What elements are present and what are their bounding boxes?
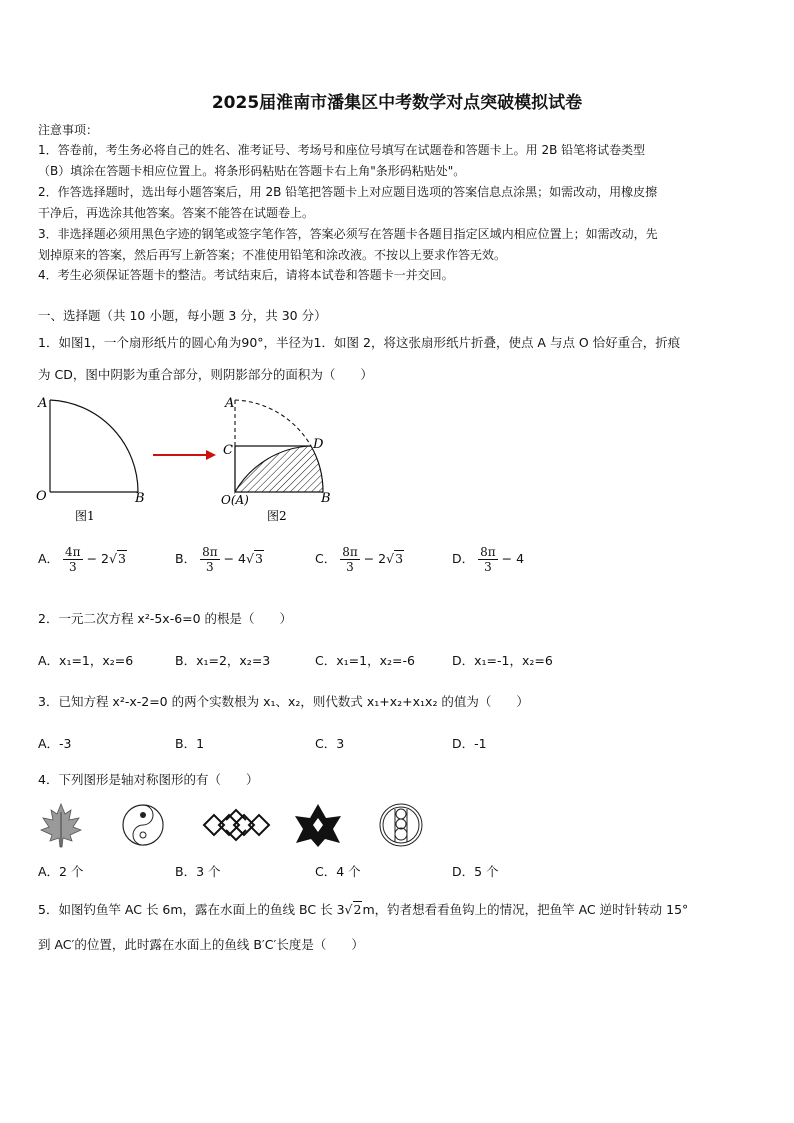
yin-yang-icon bbox=[123, 805, 163, 845]
q1-figure-2 bbox=[215, 390, 345, 525]
q1-option-c-rest: − 2 bbox=[363, 551, 387, 566]
notice-heading: 注意事项： bbox=[38, 123, 99, 137]
q4-figures bbox=[36, 800, 426, 850]
q2-stem: 2．一元二次方程 x²-5x-6=0 的根是（ ） bbox=[38, 611, 293, 626]
q1-option-c-label: C． bbox=[315, 551, 337, 566]
q2-option-c[interactable]: C．x₁=1，x₂=-6 bbox=[315, 653, 415, 668]
fig2-label-d: D bbox=[313, 437, 324, 452]
q3-option-d[interactable]: D．-1 bbox=[452, 736, 487, 751]
fig2-label-oa: O(A) bbox=[221, 493, 249, 507]
notice-line-4: 干净后，再选涂其他答案。答案不能答在试题卷上。 bbox=[38, 206, 315, 220]
notice-line-6: 划掉原来的答案，然后再写上新答案；不准使用铅笔和涂改液。不按以上要求作答无效。 bbox=[38, 248, 507, 262]
q1-option-b[interactable] bbox=[175, 545, 264, 574]
section-heading: 一、选择题（共 10 小题，每小题 3 分，共 30 分） bbox=[38, 308, 327, 323]
q1-option-d-label: D． bbox=[452, 551, 475, 566]
q4-stem: 4．下列图形是轴对称图形的有（ ） bbox=[38, 772, 259, 787]
q5-stem-line-2: 到 AC′的位置，此时露在水面上的鱼线 B′C′长度是（ ） bbox=[38, 937, 364, 952]
q1-option-a[interactable] bbox=[38, 545, 127, 574]
notice-line-3: 2．作答选择题时，选出每小题答案后，用 2B 铅笔把答题卡上对应题目选项的答案信息点涂黑；如需改动，用橡皮擦 bbox=[38, 185, 658, 199]
q5-stem-part-2: m，钓者想看看鱼钩上的情况，把鱼竿 AC 逆时针转动 15° bbox=[362, 902, 689, 917]
sqrt: √3 bbox=[386, 551, 404, 566]
fraction: $\frac{8\pi}{3}$ bbox=[202, 545, 218, 574]
fig2-label-c: C bbox=[223, 443, 233, 458]
fig2-caption: 图2 bbox=[267, 509, 287, 523]
q2-option-b[interactable]: B．x₁=2，x₂=3 bbox=[175, 653, 271, 668]
fold-arrow-icon bbox=[150, 445, 220, 465]
q1-option-d[interactable] bbox=[452, 545, 524, 574]
sqrt: √2 bbox=[344, 902, 362, 917]
notice-line-5: 3．非选择题必须用黑色字迹的钢笔或签字笔作答，答案必须写在答题卡各题目指定区域内相应位置上；如需改动，先 bbox=[38, 227, 658, 241]
q1-option-d-rest: − 4 bbox=[501, 551, 525, 566]
q3-option-c[interactable]: C．3 bbox=[315, 736, 345, 751]
fig1-label-b: B bbox=[135, 491, 145, 506]
q4-option-d[interactable]: D．5 个 bbox=[452, 864, 499, 879]
fig1-label-o: O bbox=[36, 489, 47, 504]
fraction: $\frac{4\pi}{3}$ bbox=[65, 545, 81, 574]
q1-figure-1 bbox=[30, 390, 160, 525]
page-title: 2025届淮南市潘集区中考数学对点突破模拟试卷 bbox=[211, 93, 583, 113]
fraction: $\frac{8\pi}{3}$ bbox=[342, 545, 358, 574]
q4-option-c[interactable]: C．4 个 bbox=[315, 864, 361, 879]
q5-stem-part-1: 5．如图钓鱼竿 AC 长 6m，露在水面上的鱼线 BC 长 3 bbox=[38, 902, 345, 917]
fig2-label-a: A bbox=[225, 396, 235, 411]
notice-line-7: 4．考生必须保证答题卡的整洁。考试结束后，请将本试卷和答题卡一并交回。 bbox=[38, 268, 454, 282]
sqrt: √3 bbox=[108, 551, 126, 566]
fig2-label-b: B bbox=[321, 491, 331, 506]
q1-option-b-rest: − 4 bbox=[223, 551, 246, 566]
q2-option-a[interactable]: A．x₁=1，x₂=6 bbox=[38, 653, 134, 668]
q5-stem-line-1 bbox=[38, 900, 688, 918]
nested-circles-icon bbox=[380, 804, 422, 846]
q4-option-a[interactable]: A．2 个 bbox=[38, 864, 84, 879]
q1-option-c[interactable] bbox=[315, 545, 404, 574]
notice-line-2: （B）填涂在答题卡相应位置上。将条形码粘贴在答题卡右上角"条形码粘贴处"。 bbox=[38, 164, 466, 178]
q1-option-b-label: B． bbox=[175, 551, 197, 566]
star-flower-icon bbox=[295, 804, 341, 847]
knot-pattern-icon bbox=[204, 810, 269, 840]
fig1-caption: 图1 bbox=[75, 509, 95, 523]
q1-stem-line-1: 1．如图1，一个扇形纸片的圆心角为90°，半径为1．如图 2，将这张扇形纸片折叠，使点 A 与点 O 恰好重合，折痕 bbox=[38, 335, 681, 350]
fig1-label-a: A bbox=[38, 396, 48, 411]
q1-option-a-rest: − 2 bbox=[86, 551, 109, 566]
fraction: $\frac{8\pi}{3}$ bbox=[480, 545, 496, 574]
sqrt: √3 bbox=[245, 551, 263, 566]
q3-stem: 3．已知方程 x²-x-2=0 的两个实数根为 x₁、x₂，则代数式 x₁+x₂+x₁x₂ 的值为（ ） bbox=[38, 694, 529, 709]
q4-option-b[interactable]: B．3 个 bbox=[175, 864, 221, 879]
q2-option-d[interactable]: D．x₁=-1，x₂=6 bbox=[452, 653, 553, 668]
maple-leaf-icon bbox=[41, 804, 81, 847]
q1-stem-line-2: 为 CD，图中阴影为重合部分，则阴影部分的面积为（ ） bbox=[38, 367, 373, 382]
q3-option-a[interactable]: A．-3 bbox=[38, 736, 72, 751]
q3-option-b[interactable]: B．1 bbox=[175, 736, 205, 751]
q1-option-a-label: A． bbox=[38, 551, 60, 566]
notice-line-1: 1．答卷前，考生务必将自己的姓名、准考证号、考场号和座位号填写在试题卷和答题卡上。用 2B 铅笔将试卷类型 bbox=[38, 143, 646, 157]
